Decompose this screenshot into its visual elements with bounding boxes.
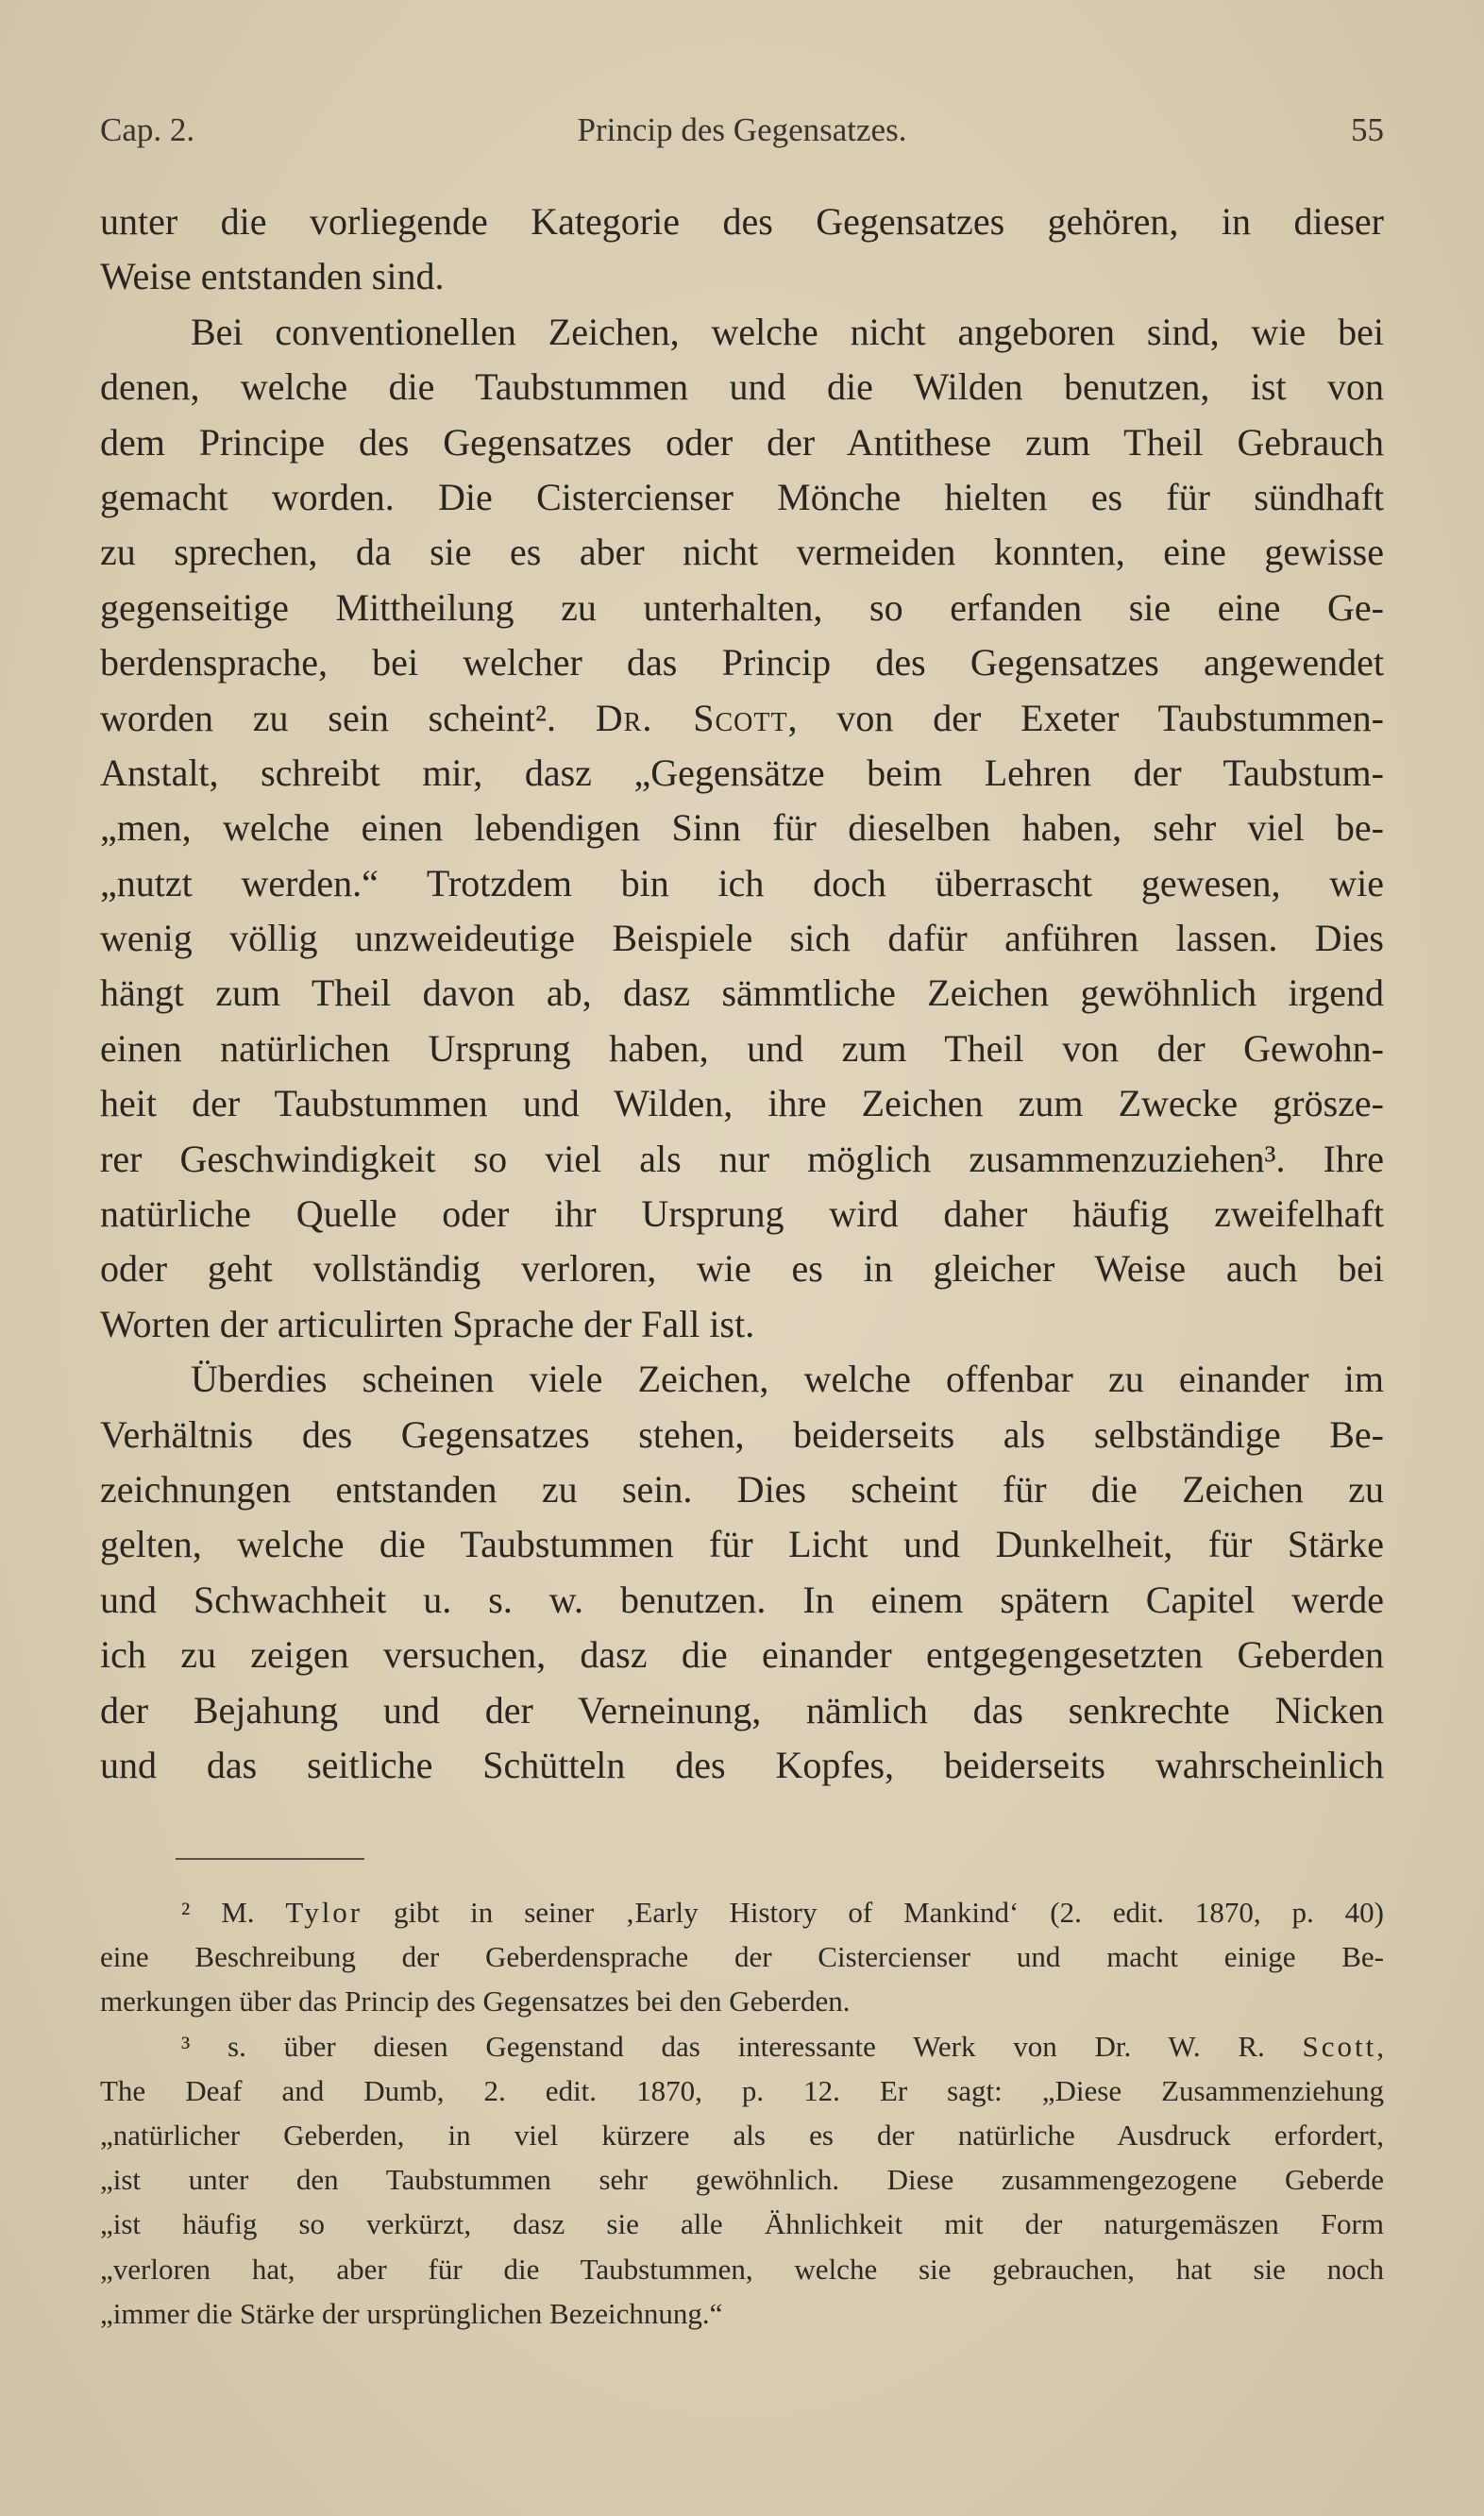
- text-line: denen, welche die Taubstummen und die Wilden benutzen, ist von: [100, 365, 1384, 409]
- footnote-line: ³ s. über diesen Gegenstand das interessante Werk von Dr. W. R. Scott,: [181, 2029, 1384, 2063]
- footnote-line: „ist häufig so verkürzt, dasz sie alle Ähnlichkeit mit der naturgemäszen Form: [100, 2207, 1384, 2241]
- author-name: Scott: [1302, 2029, 1377, 2063]
- text-line: und Schwachheit u. s. w. benutzen. In einem spätern Capitel werde: [100, 1578, 1384, 1621]
- footnote-line: ² M. Tylor gibt in seiner ‚Early History of Mankind‘ (2. edit. 1870, p. 40): [181, 1896, 1384, 1929]
- author-name: Tylor: [285, 1896, 363, 1929]
- footnote-divider: [176, 1858, 364, 1860]
- main-text: [100, 194, 1384, 1793]
- text-line: dem Principe des Gegensatzes oder der Antithese zum Theil Gebrauch: [100, 420, 1384, 464]
- text-line: natürliche Quelle oder ihr Ursprung wird daher häufig zweifelhaft: [100, 1192, 1384, 1236]
- text-line: hängt zum Theil davon ab, dasz sämmtliche Zeichen gewöhnlich irgend: [100, 971, 1384, 1015]
- footnote-line: The Deaf and Dumb, 2. edit. 1870, p. 12. Er sagt: „Diese Zusammenziehung: [100, 2073, 1384, 2107]
- text-line: worden zu sein scheint². Dr. Scott, von der Exeter Taubstummen-: [100, 696, 1384, 739]
- text-line: Weise entstanden sind.: [100, 255, 445, 298]
- text-line: ich zu zeigen versuchen, dasz die einander entgegengesetzten Geberden: [100, 1633, 1384, 1677]
- text-line: gegenseitige Mittheilung zu unterhalten, so erfanden sie eine Ge-: [100, 585, 1384, 629]
- text-line: unter die vorliegende Kategorie des Gegensatzes gehören, in dieser: [100, 200, 1384, 243]
- text-line: und das seitliche Schütteln des Kopfes, beiderseits wahrscheinlich: [100, 1743, 1384, 1786]
- text-line: gemacht worden. Die Cistercienser Mönche hielten es für sündhaft: [100, 475, 1384, 518]
- text-line: zeichnungen entstanden zu sein. Dies scheint für die Zeichen zu: [100, 1467, 1384, 1511]
- text-line: Worten der articulirten Sprache der Fall ist.: [100, 1302, 755, 1345]
- chapter-label: Cap. 2.: [100, 111, 195, 148]
- footnote-line: „natürlicher Geberden, in viel kürzere als es der natürliche Ausdruck erfordert,: [100, 2118, 1384, 2152]
- running-title: Princip des Gegensatzes.: [577, 111, 907, 148]
- text-line: Anstalt, schreibt mir, dasz „Gegensätze beim Lehren der Taubstum-: [100, 751, 1384, 794]
- text-line: heit der Taubstummen und Wilden, ihre Zeichen zum Zwecke grösze-: [100, 1082, 1384, 1125]
- footnote-line: „immer die Stärke der ursprünglichen Bezeichnung.“: [100, 2296, 723, 2330]
- text-line: rer Geschwindigkeit so viel als nur möglich zusammenzuziehen³. Ihre: [100, 1137, 1384, 1180]
- text-line: berdensprache, bei welcher das Princip des Gegensatzes angewendet: [100, 641, 1384, 684]
- text-line: „men, welche einen lebendigen Sinn für dieselben haben, sehr viel be-: [100, 806, 1384, 850]
- text-line: oder geht vollständig verloren, wie es in gleicher Weise auch bei: [100, 1247, 1384, 1291]
- page-number: 55: [1351, 111, 1384, 148]
- text-line: der Bejahung und der Verneinung, nämlich das senkrechte Nicken: [100, 1688, 1384, 1731]
- running-header: [100, 111, 1384, 159]
- text-line: Verhältnis des Gegensatzes stehen, beiderseits als selbständige Be-: [100, 1412, 1384, 1456]
- footnote-line: „verloren hat, aber für die Taubstummen, welche sie gebrauchen, hat sie noch: [100, 2252, 1384, 2286]
- footnote-line: „ist unter den Taubstummen sehr gewöhnlich. Diese zusammengezogene Geberde: [100, 2163, 1384, 2197]
- text-line: wenig völlig unzweideutige Beispiele sich dafür anführen lassen. Dies: [100, 917, 1384, 960]
- footnote-line: eine Beschreibung der Geberdensprache der Cistercienser und macht einige Be-: [100, 1940, 1384, 1974]
- text-line: zu sprechen, da sie es aber nicht vermeiden konnten, eine gewisse: [100, 531, 1384, 574]
- text-line: „nutzt werden.“ Trotzdem bin ich doch überrascht gewesen, wie: [100, 861, 1384, 904]
- text-line: einen natürlichen Ursprung haben, und zum Theil von der Gewohn-: [100, 1026, 1384, 1070]
- text-line: Überdies scheinen viele Zeichen, welche offenbar zu einander im: [191, 1358, 1384, 1401]
- text-line: Bei conventionellen Zeichen, welche nicht angeboren sind, wie bei: [191, 310, 1384, 353]
- footnotes: [100, 1890, 1384, 2336]
- footnote-line: merkungen über das Princip des Gegensatzes bei den Geberden.: [100, 1984, 851, 2018]
- text-line: gelten, welche die Taubstummen für Licht und Dunkelheit, für Stärke: [100, 1523, 1384, 1566]
- author-name: Dr. Scott: [595, 696, 788, 739]
